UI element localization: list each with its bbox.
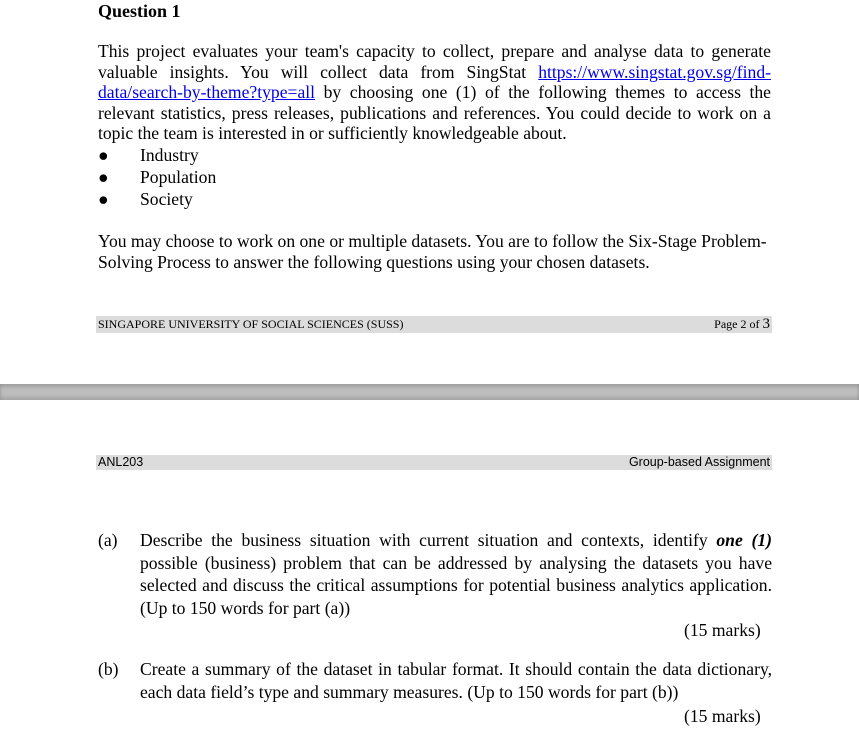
marks-b: (15 marks) — [684, 706, 761, 726]
question-part-b — [98, 658, 772, 703]
singstat-link[interactable]: https://www.singstat.gov.sg/find-data/search-by-theme?type=all — [98, 61, 771, 102]
bullet-icon: ● — [98, 167, 109, 187]
page-header — [96, 455, 772, 470]
theme-label: Society — [140, 189, 193, 209]
page-number-prefix: Page 2 of — [714, 317, 763, 331]
themes-list — [98, 144, 216, 210]
list-item — [98, 188, 216, 210]
page-separator — [0, 384, 859, 400]
assignment-type: Group-based Assignment — [628, 455, 770, 469]
page-number — [714, 316, 770, 333]
part-text: Create a summary of the dataset in tabular format. It should contain the data dictionary, each data field’s type and summary measures. (Up to 150 words for part (b)) — [140, 659, 772, 702]
part-text-end: possible (business) problem that can be addressed by analysing the datasets you have selected and discuss the critical assumptions for potential business analytics application. (Up to 150 words for part (a)) — [140, 552, 772, 618]
theme-label: Population — [140, 167, 217, 187]
page-footer — [96, 316, 772, 333]
list-item — [98, 166, 216, 188]
part-text-start: Describe the business situation with current situation and contexts, identify — [140, 530, 717, 550]
course-code: ANL203 — [98, 455, 144, 469]
question-part-a — [98, 529, 772, 619]
institution-name: SINGAPORE UNIVERSITY OF SOCIAL SCIENCES (SUSS) — [98, 317, 404, 331]
part-label: (b) — [98, 659, 119, 679]
bullet-icon: ● — [98, 145, 109, 165]
theme-label: Industry — [140, 145, 199, 165]
intro-text-start: This project evaluates your team's capacity to collect, prepare and analyse data to generate valuable insights. You will collect data from SingStat — [98, 41, 771, 82]
datasets-paragraph: You may choose to work on one or multiple datasets. You are to follow the Six-Stage Problem-Solving Process to answer the following questions using your chosen datasets. — [98, 231, 767, 272]
emphasis-text: one (1) — [716, 530, 772, 550]
part-label: (a) — [98, 530, 118, 550]
part-text — [140, 529, 772, 619]
list-item — [98, 144, 216, 166]
marks-a: (15 marks) — [684, 620, 761, 640]
page-total: 3 — [762, 316, 770, 332]
bullet-icon: ● — [98, 189, 109, 209]
question-title: Question 1 — [98, 1, 181, 21]
intro-paragraph — [98, 41, 771, 144]
intro-text-end: by choosing one (1) of the following themes to access the relevant statistics, press releases, publications and references. You could decide to work on a topic the team is interested in or sufficiently knowledgeable about. — [98, 82, 771, 143]
